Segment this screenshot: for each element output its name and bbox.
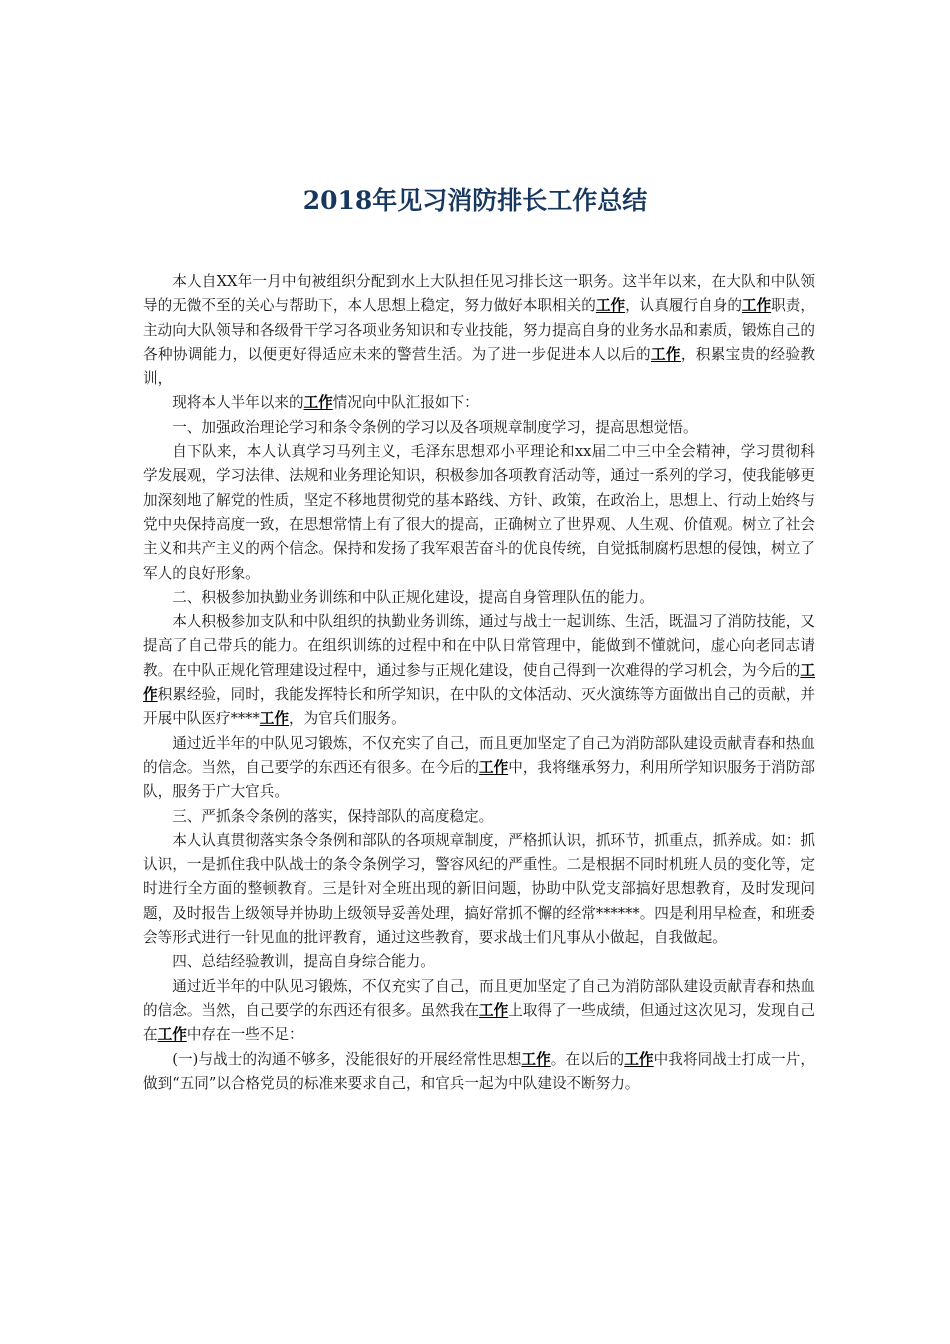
keyword-link[interactable]: 工作 (624, 1050, 654, 1068)
paragraph-text: 现将本人半年以来的 (172, 394, 304, 412)
paragraph-text: 本人自XX年一月中旬被组织分配到水上大队担任见习排长这一职务。这半年以来，在大队和中队领导的无微不至的关心与帮助下，本人思想上稳定，努力做好本职相关的 (143, 273, 815, 315)
paragraph (143, 829, 815, 950)
paragraph-text: 中存在一些不足： (186, 1026, 304, 1044)
paragraph-text: 上取得了一些成绩，但通过这次见习，发现自己在 (143, 1001, 815, 1044)
document-title: 2018年见习消防排长工作总结 (302, 186, 648, 215)
paragraph-text: ，积累宝贵的经验教训， (143, 345, 815, 388)
paragraph-text: 二、积极参加执勤业务训练和中队正规化建设，提高自身管理队伍的能力。 (172, 588, 654, 606)
paragraph (143, 610, 815, 731)
paragraph (143, 1048, 815, 1097)
paragraph (143, 975, 815, 1048)
paragraph (143, 586, 815, 610)
paragraph-text: 通过近半年的中队见习锻炼，不仅充实了自己，而且更加坚定了自己为消防部队建设贡献青春和热血的信念。当然，自己要学的东西还有很多。在今后的 (143, 734, 815, 776)
paragraph-text: 本人积极参加支队和中队组织的执勤业务训练，通过与战士一起训练、生活，既温习了消防技能，又提高了自己带兵的能力。在组织训练的过程中和在中队日常管理中，能做到不懂就问，虚心向老同志请教。在中队正规化管理建设过程中，通过参与正规化建设，使自己得到一次难得的学习机会，为今后的 (143, 613, 815, 679)
paragraph-text: 中我将同战士打成一片，做到“五同”以合格党员的标准来要求自己，和官兵一起为中队建设不断努力。 (143, 1050, 815, 1092)
keyword-link[interactable]: 工作 (303, 394, 333, 412)
keyword-link[interactable]: 工作 (143, 661, 815, 704)
paragraph-text: ，为官兵们服务。 (288, 710, 406, 728)
paragraph-text: 中，我将继承努力，利用所学知识服务于消防部队，服务于广大官兵。 (143, 758, 815, 801)
paragraph (143, 805, 815, 829)
keyword-link[interactable]: 工作 (521, 1050, 551, 1068)
paragraph (143, 391, 815, 415)
keyword-link[interactable]: 工作 (741, 297, 772, 315)
paragraph-text: 自下队来，本人认真学习马列主义，毛泽东思想邓小平理论和xx届二中三中全会精神，学习贯彻科学发展观，学习法律、法规和业务理论知识，积极参加各项教育活动等，通过一系列的学习，使我能够更加深刻地了解党的性质，坚定不移地贯彻党的基本路线、方针、政策，在政治上，思想上、行动上始终与党中央保持高度一致，在思想常情上有了很大的提高，正确树立了世界观、人生观、价值观。树立了社会主义和共产主义的两个信念。保持和发扬了我军艰苦奋斗的优良传统，自觉抵制腐朽思想的侵蚀，树立了军人的良好形象。 (143, 443, 815, 582)
paragraph (143, 440, 815, 586)
paragraph-text: 积累经验，同时，我能发挥特长和所学知识，在中队的文体活动、灭火演练等方面做出自己的贡献，并开展中队医疗**** (143, 686, 815, 728)
paragraph-text: 。在以后的 (550, 1050, 625, 1068)
keyword-link[interactable]: 工作 (650, 345, 681, 363)
keyword-link[interactable]: 工作 (479, 758, 509, 776)
paragraph (143, 950, 815, 974)
paragraph-text: 四、总结经验教训，提高自身综合能力。 (172, 953, 435, 971)
paragraph-text: 通过近半年的中队见习锻炼，不仅充实了自己，而且更加坚定了自己为消防部队建设贡献青春和热血的信念。当然，自己要学的东西还有很多。虽然我在 (143, 977, 815, 1019)
keyword-link[interactable]: 工作 (157, 1026, 187, 1044)
paragraph (143, 732, 815, 805)
paragraph-text: 一、加强政治理论学习和条令条例的学习以及各项规章制度学习，提高思想觉悟。 (172, 418, 698, 436)
keyword-link[interactable]: 工作 (259, 710, 289, 728)
paragraph (143, 270, 815, 391)
paragraph-text: 三、严抓条令条例的落实，保持部队的高度稳定。 (172, 807, 494, 825)
keyword-link[interactable]: 工作 (479, 1001, 509, 1019)
document-body (143, 270, 815, 1096)
paragraph-text: 职责，主动向大队领导和各级骨干学习各项业务知识和专业技能，努力提高自身的业务水品和素质，锻炼自己的各种协调能力，以便更好得适应未来的警营生活。为了进一步促进本人以后的 (143, 297, 815, 363)
paragraph-text: 情况向中队汇报如下： (332, 394, 479, 412)
paragraph-text: (一)与战士的沟通不够多，没能很好的开展经常性思想 (172, 1050, 522, 1068)
keyword-link[interactable]: 工作 (595, 297, 626, 315)
paragraph (143, 416, 815, 440)
paragraph-text: 本人认真贯彻落实条令条例和部队的各项规章制度，严格抓认识，抓环节，抓重点，抓养成。如：抓认识，一是抓住我中队战士的条令条例学习，警容风纪的严重性。二是根据不同时机班人员的变化等，定时进行全方面的整顿教育。三是针对全班出现的新旧问题，协助中队党支部搞好思想教育，及时发现问题，及时报告上级领导并协助上级领导妥善处理，搞好常抓不懈的经常******。四是利用早检查，和班委会等形式进行一针见血的批评教育，通过这些教育，要求战士们凡事从小做起，自我做起。 (143, 831, 815, 947)
paragraph-text: ，认真履行自身的 (625, 297, 742, 315)
